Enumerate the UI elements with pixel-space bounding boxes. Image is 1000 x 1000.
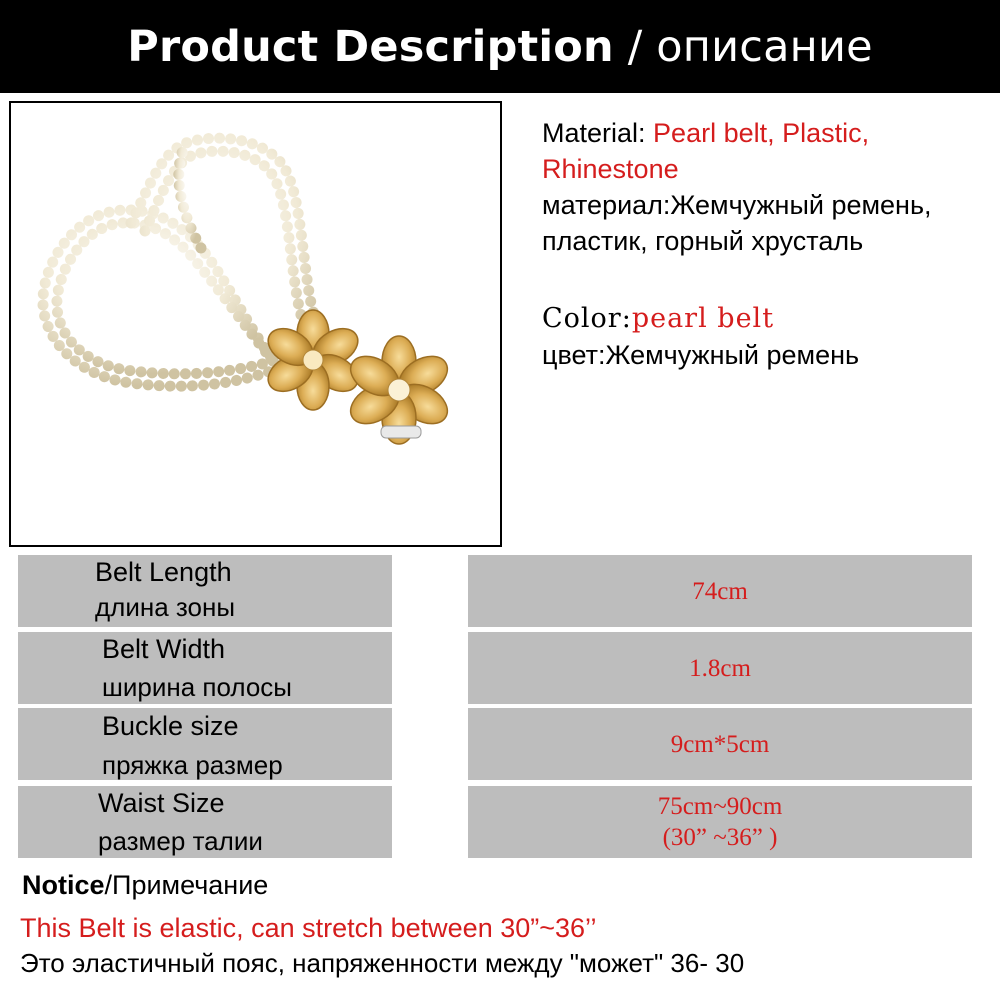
notice-text-en: This Belt is elastic, can stretch between 30”~36’’ — [20, 913, 597, 943]
color-ru: цвет:Жемчужный ремень — [542, 340, 860, 370]
notice-heading — [22, 870, 268, 901]
spec-value: 74cm — [692, 577, 748, 605]
spec-value: 9cm*5cm — [670, 730, 770, 758]
spec-label-ru: пряжка размер — [102, 750, 283, 780]
product-image — [9, 101, 502, 547]
spec-value-buckle-size — [468, 708, 972, 780]
notice-title-ru: /Примечание — [104, 870, 269, 900]
spec-label-en: Belt Length — [95, 557, 232, 587]
title-main: Product Description — [127, 21, 614, 72]
material-info — [542, 115, 982, 259]
spec-value-inches: (30” ~36” ) — [662, 824, 778, 851]
notice-title: Notice — [22, 870, 105, 900]
title-russian: описание — [656, 21, 873, 72]
pearl-belt-illustration — [11, 103, 500, 545]
spec-label-ru: размер талии — [98, 826, 263, 856]
spec-value-belt-length — [468, 555, 972, 627]
flower-buckle-right — [344, 336, 455, 444]
spec-label-ru: длина зоны — [95, 592, 236, 622]
spec-label-belt-width — [18, 632, 392, 704]
spec-value: 75cm~90cm — [657, 793, 783, 820]
color-value: pearl belt — [631, 303, 775, 334]
material-ru-line2: пластик, горный хрусталь — [542, 226, 864, 256]
spec-label-en: Waist Size — [98, 788, 225, 818]
page-header — [0, 0, 1000, 93]
spec-label-en: Belt Width — [102, 634, 226, 664]
spec-value-belt-width — [468, 632, 972, 704]
material-ru-line1: материал:Жемчужный ремень, — [542, 190, 932, 220]
color-info — [542, 301, 982, 373]
page-title — [127, 22, 873, 72]
spec-label-belt-length — [18, 555, 392, 627]
spec-value-waist-size — [468, 786, 972, 858]
color-label: Color: — [542, 303, 632, 334]
spec-label-buckle-size — [18, 708, 392, 780]
spec-value: 1.8cm — [689, 654, 751, 682]
title-separator: / — [613, 21, 657, 72]
spec-label-en: Buckle size — [102, 711, 239, 741]
spec-label-waist-size — [18, 786, 392, 858]
notice-text-ru: Это эластичный пояс, напряженности между "может" 36- 30 — [20, 948, 745, 978]
material-value-cont: Rhinestone — [542, 154, 679, 184]
material-label: Material: — [542, 118, 654, 148]
spec-label-ru: ширина полосы — [102, 672, 292, 702]
material-value: Pearl belt, Plastic, — [653, 118, 870, 148]
